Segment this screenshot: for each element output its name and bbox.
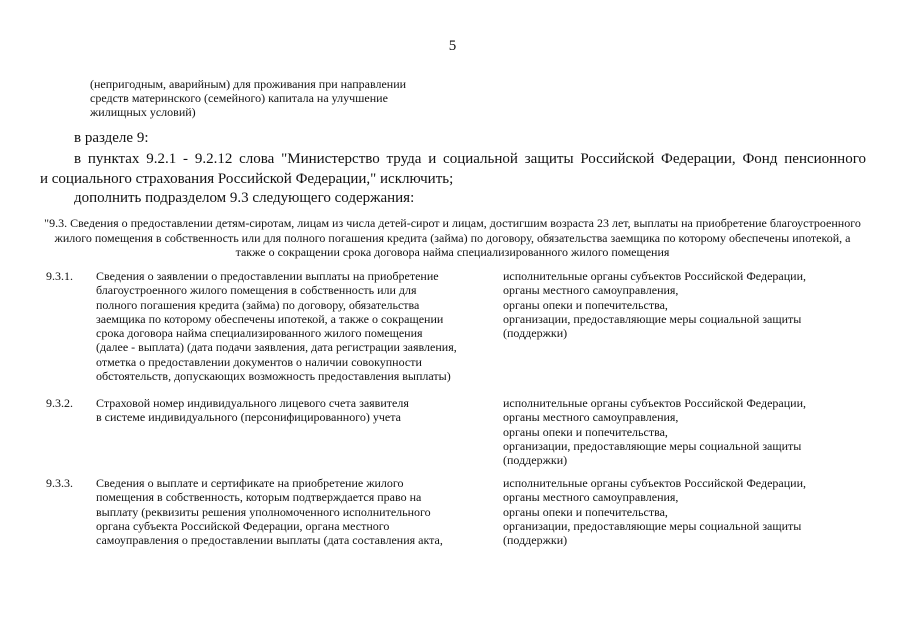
- supplement-line: дополнить подразделом 9.3 следующего содержания:: [74, 190, 415, 206]
- description-line: полного погашения кредита (займа) по договору, обязательства: [96, 297, 420, 312]
- organization-line: (поддержки): [503, 453, 568, 468]
- row-number: 9.3.2.: [46, 396, 73, 410]
- row-number: 9.3.3.: [46, 476, 73, 490]
- organization-line: органы опеки и попечительства,: [503, 297, 668, 312]
- row-number: 9.3.1.: [46, 269, 73, 283]
- description-line: обстоятельств, допускающих возможность предоставления выплаты): [96, 369, 451, 384]
- continuation-line: жилищных условий): [90, 105, 196, 119]
- description-line: Сведения о выплате и сертификате на приобретение жилого: [96, 476, 404, 490]
- description-line: благоустроенного жилого помещения в собственность или для: [96, 283, 417, 298]
- row-organizations: [503, 396, 806, 467]
- description-line: выплату (реквизиты решения уполномоченного исполнительного: [96, 504, 431, 519]
- description-line: отметка о предоставлении документов о наличии совокупности: [96, 354, 422, 369]
- description-line: органа субъекта Российской Федерации, органа местного: [96, 518, 390, 533]
- description-line: в системе индивидуального (персонифицированного) учета: [96, 410, 401, 425]
- row-organizations: [503, 476, 806, 547]
- organization-line: органы местного самоуправления,: [503, 490, 679, 505]
- description-line: заемщика по которому обеспечены ипотекой, а также о сокращении: [96, 311, 444, 326]
- description-line: срока договора найма специализированного жилого помещения: [96, 326, 423, 341]
- description-line: Сведения о заявлении о предоставлении выплаты на приобретение: [96, 269, 439, 283]
- description-line: (далее - выплата) (дата подачи заявления, дата регистрации заявления,: [96, 340, 457, 355]
- organization-line: исполнительные органы субъектов Российской Федерации,: [503, 269, 806, 283]
- organization-line: (поддержки): [503, 326, 568, 341]
- row-description: [96, 269, 457, 383]
- description-line: самоуправления о предоставлении выплаты (дата составления акта,: [96, 533, 443, 548]
- continuation-line: (непригодным, аварийным) для проживания при направлении: [90, 77, 407, 91]
- organization-line: (поддержки): [503, 533, 568, 548]
- organization-line: органы опеки и попечительства,: [503, 424, 668, 439]
- row-organizations: [503, 269, 806, 340]
- organization-line: организации, предоставляющие меры социальной защиты: [503, 518, 802, 533]
- description-line: Страховой номер индивидуального лицевого счета заявителя: [96, 396, 409, 410]
- organization-line: органы местного самоуправления,: [503, 410, 679, 425]
- continuation-text: [90, 77, 406, 119]
- organization-line: исполнительные органы субъектов Российской Федерации,: [503, 476, 806, 490]
- organization-line: организации, предоставляющие меры социальной защиты: [503, 438, 802, 453]
- organization-line: органы опеки и попечительства,: [503, 504, 668, 519]
- description-line: помещения в собственность, которым подтверждается право на: [96, 490, 422, 505]
- subsection-title: "9.3. Сведения о предоставлении детям-сиротам, лицам из числа детей-сирот и лицам, достигшим возраста 23 лет, выплаты на приобретение благоустроенного жилого помещения в собственность или для полного погашения кредита (займа) по договору, обязательства заемщика по которому обеспечены ипотекой, а также о сокращении срока договора найма специализированного жилого помещения: [44, 216, 861, 259]
- organization-line: исполнительные органы субъектов Российской Федерации,: [503, 396, 806, 410]
- continuation-line: средств материнского (семейного) капитала на улучшение: [90, 91, 388, 105]
- section-line: в разделе 9:: [74, 130, 149, 146]
- page-number: 5: [448, 38, 457, 54]
- organization-line: органы местного самоуправления,: [503, 283, 679, 298]
- row-description: [96, 396, 409, 425]
- points-line-1: в пунктах 9.2.1 - 9.2.12 слова "Министерство труда и социальной защиты Российской Федерации, Фонд пенсионного: [74, 151, 866, 167]
- row-description: [96, 476, 443, 547]
- points-line-2: и социального страхования Российской Федерации," исключить;: [40, 171, 454, 187]
- organization-line: организации, предоставляющие меры социальной защиты: [503, 311, 802, 326]
